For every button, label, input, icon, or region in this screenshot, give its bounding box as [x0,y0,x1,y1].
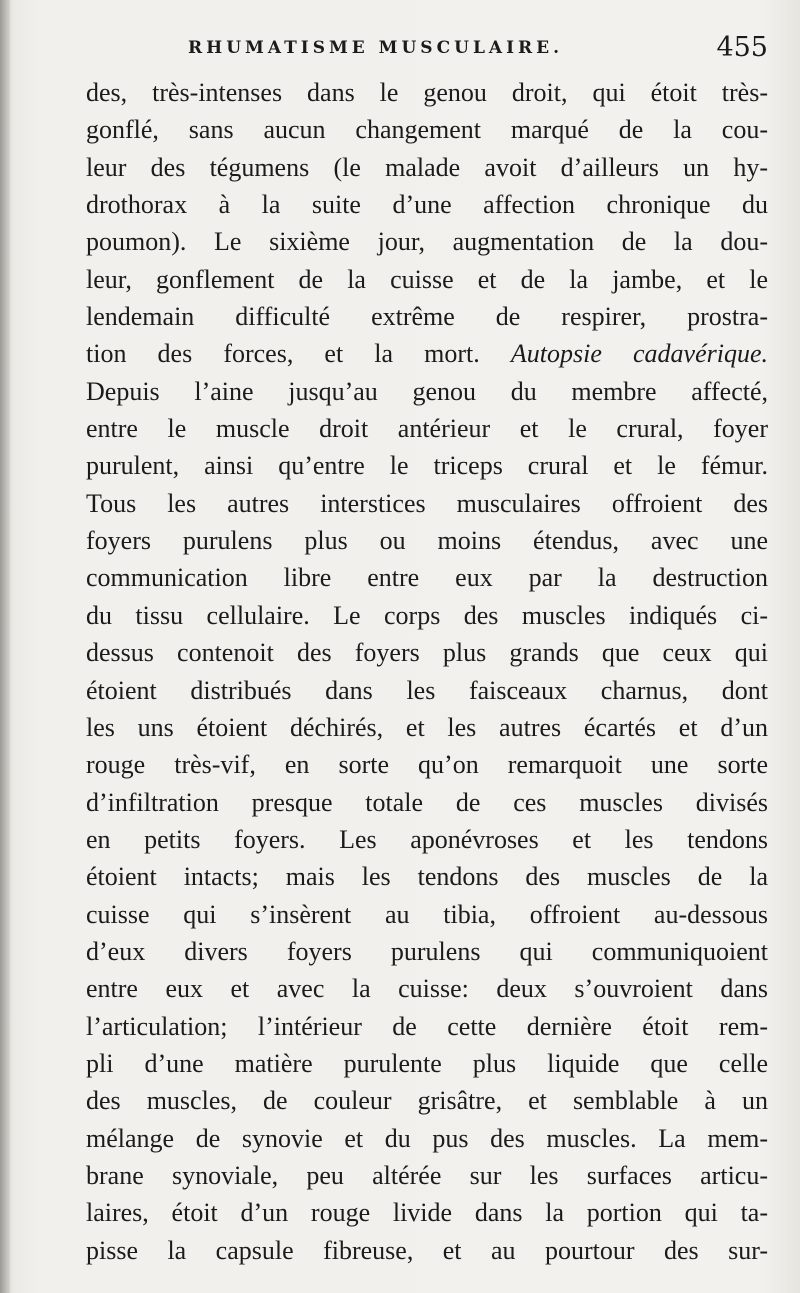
text-line: lendemain difficulté extrême de respirer, prostra- [86,302,768,332]
text-line: communication libre entre eux par la destruction [86,563,768,593]
text-line: purulent, ainsi qu’entre le triceps crural et le fémur. [86,451,768,481]
text-line: pisse la capsule fibreuse, et au pourtour des sur- [86,1235,768,1265]
text-segment: tion des forces, et la mort. [86,339,480,369]
text-line: gonflé, sans aucun changement marqué de la cou- [86,115,768,145]
text-line: drothorax à la suite d’une affection chronique du [86,190,768,220]
text-line: d’eux divers foyers purulens qui communiquoient [86,936,768,966]
text-line: les uns étoient déchirés, et les autres écartés et d’un [86,712,768,742]
text-line: cuisse qui s’insèrent au tibia, offroient au-dessous [86,899,768,929]
text-line: brane synoviale, peu altérée sur les surfaces articu- [86,1160,768,1190]
text-line: leur des tégumens (le malade avoit d’ailleurs un hy- [86,152,768,182]
page-number: 455 [716,32,768,63]
italic-heading: Autopsie cadavérique. [510,339,768,369]
text-line: poumon). Le sixième jour, augmentation de la dou- [86,227,768,257]
text-line: Tous les autres interstices musculaires offroient des [86,488,768,518]
text-line: des, très-intenses dans le genou droit, qui étoit très- [86,78,768,107]
text-line: dessus contenoit des foyers plus grands que ceux qui [86,638,768,668]
text-line-with-italic [86,335,768,372]
page-header [86,30,768,70]
text-line: des muscles, de couleur grisâtre, et semblable à un [86,1086,768,1116]
text-line: laires, étoit d’un rouge livide dans la portion qui ta- [86,1198,768,1228]
text-line: du tissu cellulaire. Le corps des muscles indiqués ci- [86,600,768,630]
binding-gutter [0,0,10,1293]
text-line: rouge très-vif, en sorte qu’on remarquoit une sorte [86,750,768,780]
text-line: d’infiltration presque totale de ces muscles divisés [86,787,768,817]
text-line: Depuis l’aine jusqu’au genou du membre affecté, [86,376,768,406]
text-line: étoient distribués dans les faisceaux charnus, dont [86,675,768,705]
text-line: foyers purulens plus ou moins étendus, avec une [86,526,768,556]
text-line: pli d’une matière purulente plus liquide que celle [86,1048,768,1078]
page-body-text [86,74,768,1269]
text-line: mélange de synovie et du pus des muscles. La mem- [86,1123,768,1153]
text-line: en petits foyers. Les aponévroses et les tendons [86,824,768,854]
text-line: entre le muscle droit antérieur et le crural, foyer [86,414,768,444]
text-line: étoient intacts; mais les tendons des muscles de la [86,862,768,892]
running-title: RHUMATISME MUSCULAIRE. [188,38,564,58]
text-line: entre eux et avec la cuisse: deux s’ouvroient dans [86,974,768,1004]
text-line: leur, gonflement de la cuisse et de la jambe, et le [86,264,768,294]
text-line: l’articulation; l’intérieur de cette dernière étoit rem- [86,1011,768,1041]
